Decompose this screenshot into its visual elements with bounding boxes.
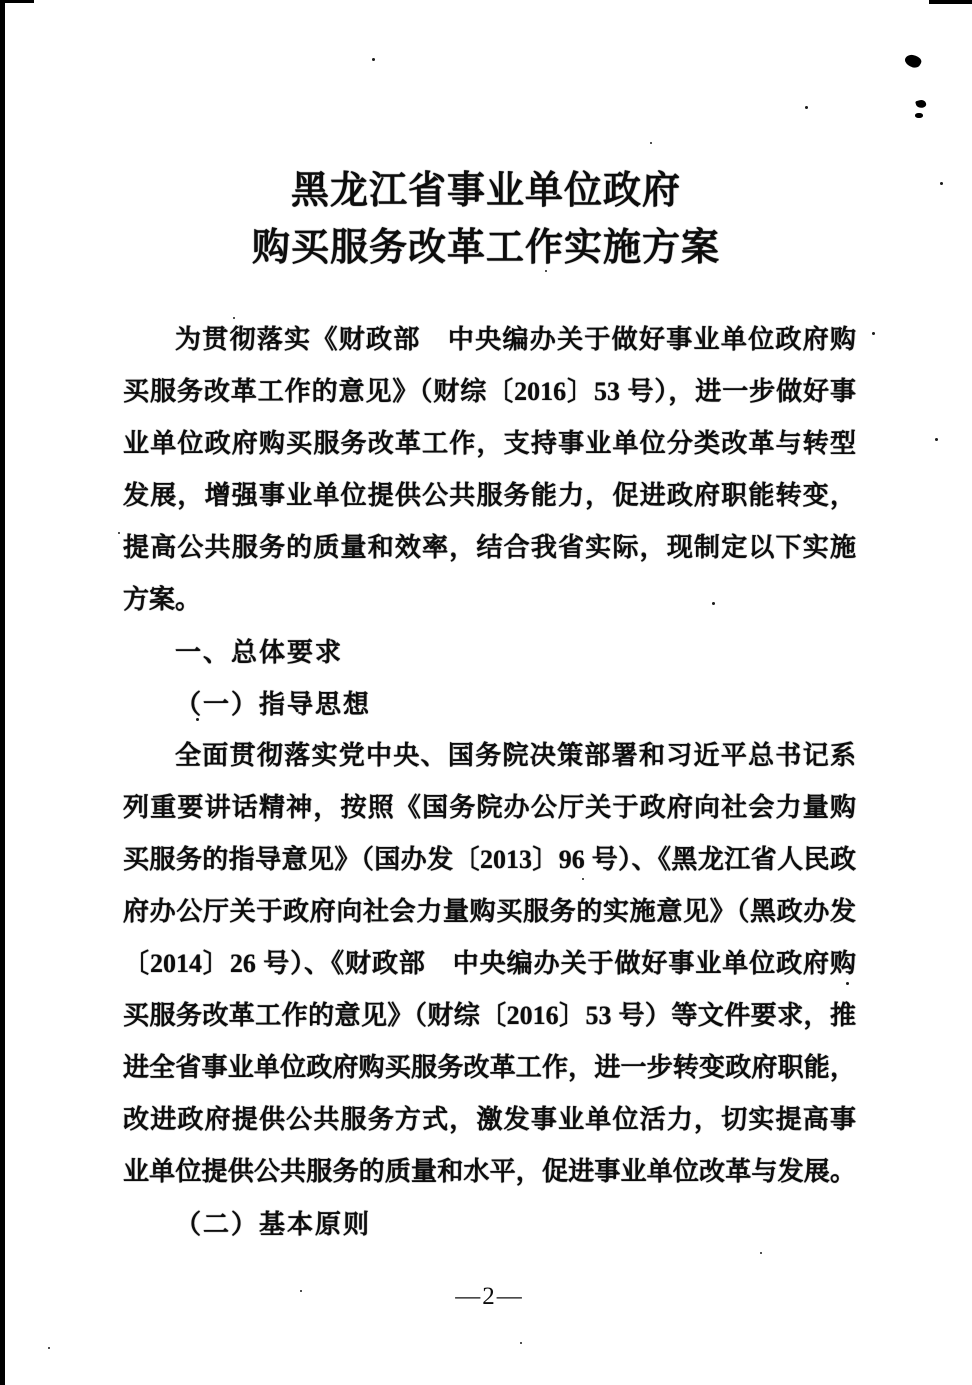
scan-speck xyxy=(118,532,120,534)
body-line: 业单位提供公共服务的质量和水平，促进事业单位改革与发展。 xyxy=(123,1157,856,1186)
scan-speck xyxy=(872,332,875,335)
scan-speck xyxy=(805,106,808,109)
scan-edge-artifact-top-left xyxy=(0,0,34,3)
subsection-heading: （二）基本原则 xyxy=(175,1209,372,1239)
section-heading: 一、总体要求 xyxy=(175,637,344,667)
page-number: —2— xyxy=(455,1283,524,1310)
body-line: 列重要讲话精神，按照《国务院办公厅关于政府向社会力量购 xyxy=(123,793,856,822)
document-title-line-1: 黑龙江省事业单位政府 xyxy=(290,170,681,212)
body-line: 改进政府提供公共服务方式，激发事业单位活力，切实提高事 xyxy=(123,1105,856,1134)
document-body xyxy=(123,314,856,1250)
body-line: 府办公厅关于政府向社会力量购买服务的实施意见》（黑政办发 xyxy=(123,897,856,926)
scan-edge-artifact-top-right xyxy=(929,0,972,4)
body-line: 为贯彻落实《财政部 中央编办关于做好事业单位政府购 xyxy=(175,325,856,354)
scan-speck xyxy=(48,1347,50,1349)
scan-speck xyxy=(372,58,375,61)
body-line: 买服务改革工作的意见》（财综〔2016〕53 号），进一步做好事 xyxy=(123,377,856,406)
subsection-heading: （一）指导思想 xyxy=(175,689,372,719)
body-line: 买服务的指导意见》（国办发〔2013〕96 号）、《黑龙江省人民政 xyxy=(123,845,856,874)
body-line: 发展，增强事业单位提供公共服务能力，促进政府职能转变， xyxy=(123,481,856,510)
scan-speck xyxy=(650,142,652,144)
ink-smudge xyxy=(915,99,927,109)
body-line: 方案。 xyxy=(123,585,202,614)
body-line: 提高公共服务的质量和效率，结合我省实际，现制定以下实施 xyxy=(123,533,856,562)
document-title-line-2: 购买服务改革工作实施方案 xyxy=(251,227,720,269)
ink-smudge xyxy=(903,52,923,70)
body-line: 〔2014〕26 号）、《财政部 中央编办关于做好事业单位政府购 xyxy=(123,949,856,978)
scan-speck xyxy=(520,1342,522,1344)
body-line: 买服务改革工作的意见》（财综〔2016〕53 号）等文件要求，推 xyxy=(123,1001,856,1030)
document-title xyxy=(0,163,972,277)
body-line: 业单位政府购买服务改革工作，支持事业单位分类改革与转型 xyxy=(123,429,856,458)
scan-speck xyxy=(935,438,938,441)
ink-smudge xyxy=(915,113,923,118)
body-line: 全面贯彻落实党中央、国务院决策部署和习近平总书记系 xyxy=(175,741,856,770)
scan-speck xyxy=(760,1252,762,1254)
body-line: 进全省事业单位政府购买服务改革工作，进一步转变政府职能， xyxy=(123,1053,856,1082)
